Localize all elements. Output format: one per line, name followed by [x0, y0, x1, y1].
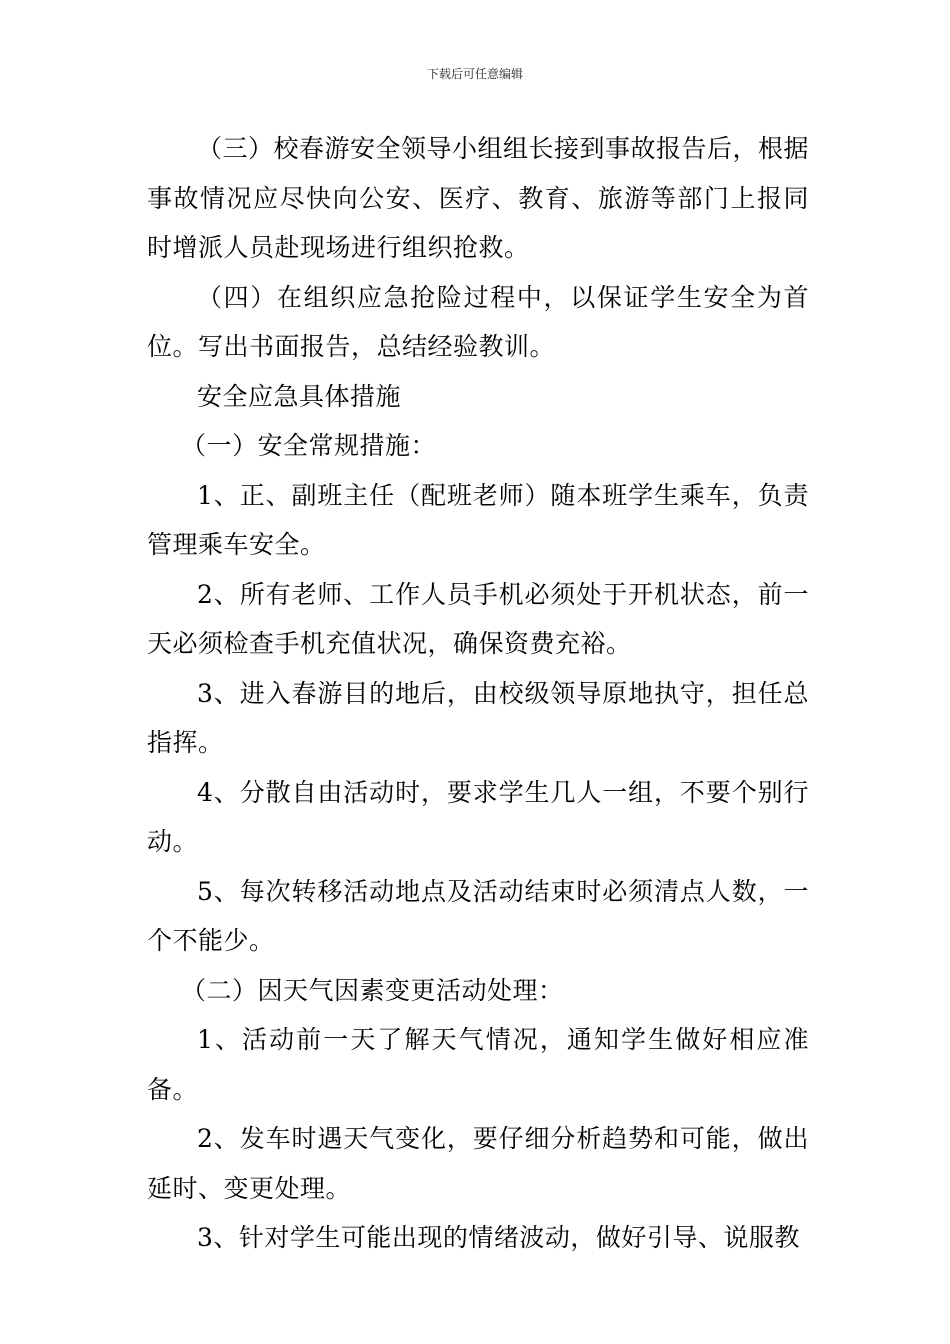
list-item: 3、进入春游目的地后，由校级领导原地执守，担任总指挥。 — [147, 678, 809, 757]
list-item: 4、分散自由活动时，要求学生几人一组，不要个别行动。 — [147, 777, 809, 856]
list-item: 2、发车时遇天气变化，要仔细分析趋势和可能，做出延时、变更处理。 — [147, 1124, 809, 1203]
document-body — [147, 124, 809, 1263]
list-item: 5、每次转移活动地点及活动结束时必须清点人数，一个不能少。 — [147, 876, 809, 955]
page-header: 下载后可任意编辑 — [426, 67, 523, 81]
subsection-heading-1: （一）安全常规措施： — [181, 431, 437, 460]
list-item: 1、正、副班主任（配班老师）随本班学生乘车，负责管理乘车安全。 — [147, 480, 809, 559]
list-item: 3、针对学生可能出现的情绪波动，做好引导、说服教 — [197, 1223, 800, 1252]
section-heading: 安全应急具体措施 — [197, 381, 402, 411]
list-item: 2、所有老师、工作人员手机必须处于开机状态，前一天必须检查手机充值状况，确保资费充裕。 — [147, 579, 809, 658]
paragraph-3: （三）校春游安全领导小组组长接到事故报告后，根据事故情况应尽快向公安、医疗、教育、旅游等部门上报同时增派人员赴现场进行组织抢救。 — [147, 134, 810, 262]
list-item: 1、活动前一天了解天气情况，通知学生做好相应准备。 — [147, 1025, 809, 1104]
paragraph-4: （四）在组织应急抢险过程中，以保证学生安全为首位。写出书面报告，总结经验教训。 — [147, 282, 809, 361]
subsection-heading-2: （二）因天气因素变更活动处理： — [181, 975, 564, 1005]
